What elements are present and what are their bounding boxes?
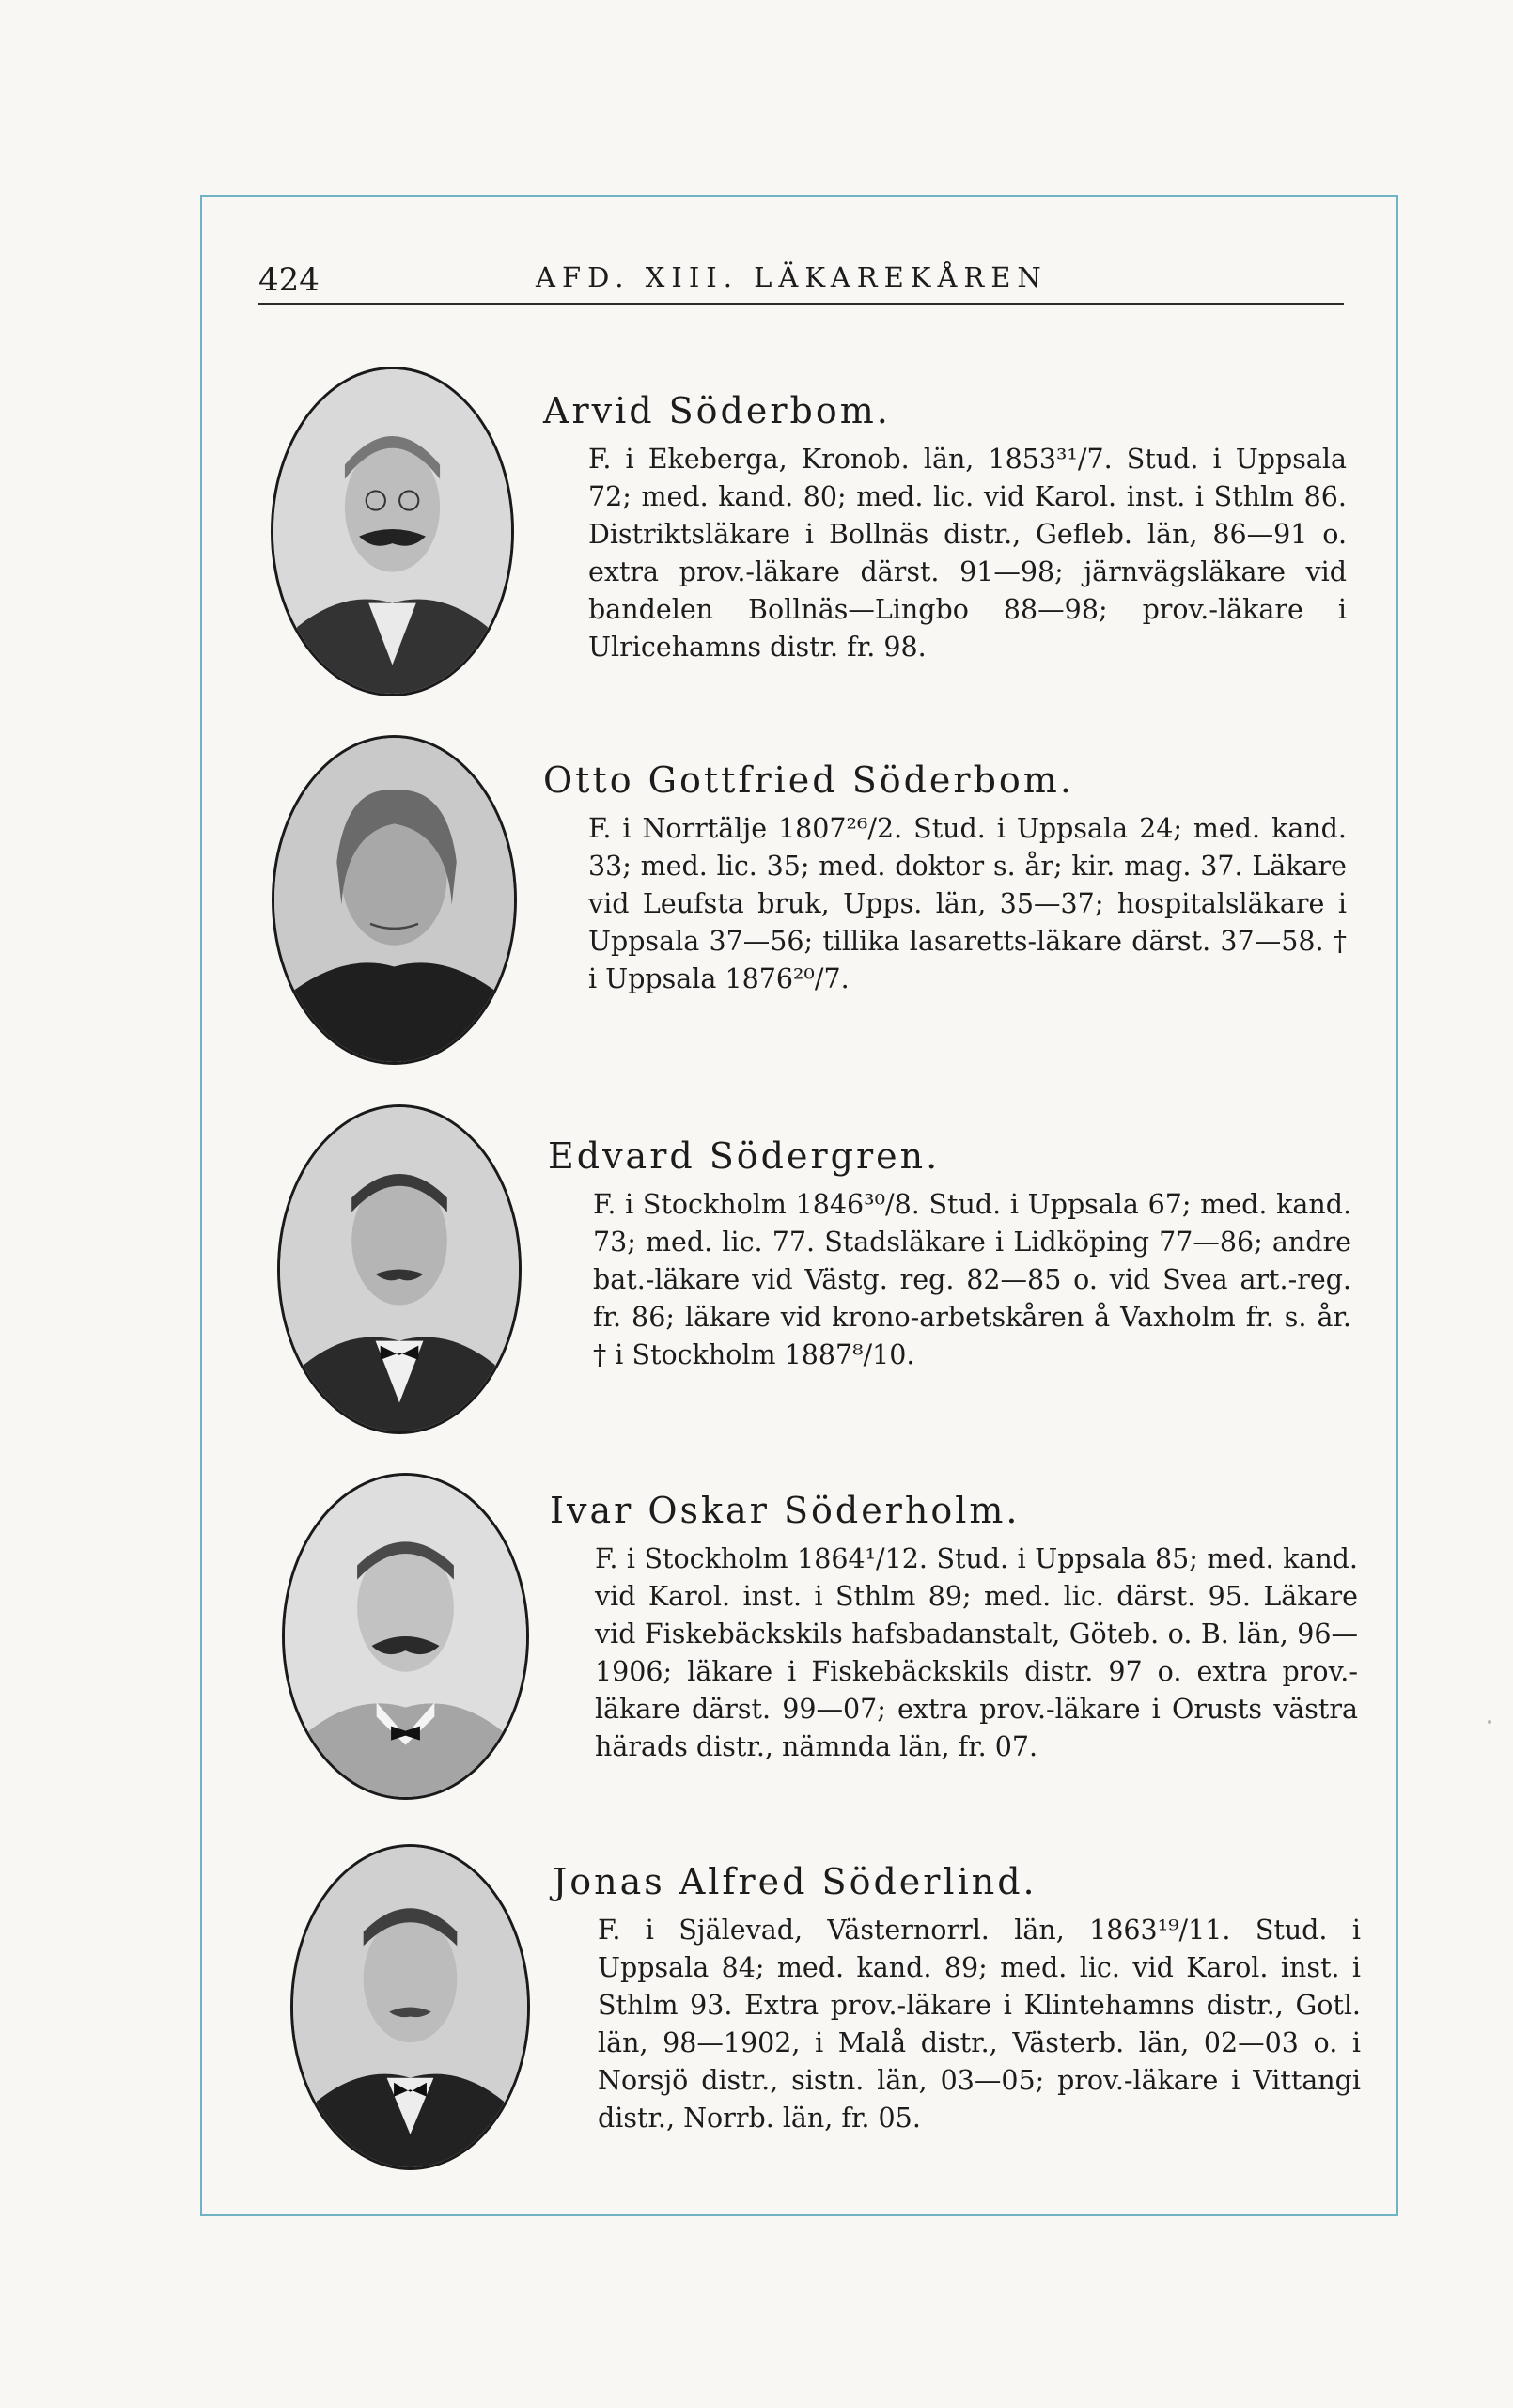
entry-biography: F. i Själevad, Västernorrl. län, 1863¹⁹/11. Stud. i Uppsala 84; med. kand. 89; med. lic. vid Karol. inst. i Sthlm 93. Extra prov.-läkare i Klintehamns distr., Gotl. län, 98—1902, i Malå distr., Västerb. län, 02—03 o. i Norsjö distr., sistn. län, 03—05; prov.-läkare i Vittangi distr., Norrb. län, fr. 05. [598,1915,1361,2134]
entry-name: Ivar Oskar Söderholm. [550,1490,1021,1531]
entry-biography: F. i Norrtälje 1807²⁶/2. Stud. i Uppsala 24; med. kand. 33; med. lic. 35; med. doktor s. år; kir. mag. 37. Läkare vid Leufsta bruk, Upps. län, 35—37; hospitalsläkare i Uppsala 37—56; tillika lasaretts-läkare därst. 37—58. † i Uppsala 1876²⁰/7. [588,813,1347,994]
entry-name: Jonas Alfred Söderlind. [553,1861,1037,1902]
portrait-photo [277,1104,522,1434]
scan-speck [1488,1720,1491,1724]
entry-biography: F. i Stockholm 1846³⁰/8. Stud. i Uppsala 67; med. kand. 73; med. lic. 77. Stadsläkare i Lidköping 77—86; andre bat.-läkare vid Västg. reg. 82—85 o. vid Svea art.-reg. fr. 86; läkare vid krono-arbetskåren å Vaxholm fr. s. år. † i Stockholm 1887⁸/10. [593,1189,1351,1370]
entry-name: Edvard Södergren. [548,1135,941,1177]
entry-name: Arvid Söderbom. [543,390,891,431]
portrait-photo [272,735,517,1065]
portrait-photo [282,1473,529,1800]
page-header [258,246,1344,305]
entry-biography: F. i Stockholm 1864¹/12. Stud. i Uppsala 85; med. kand. vid Karol. inst. i Sthlm 89; med. lic. därst. 95. Läkare vid Fiskebäckskils hafsbadanstalt, Göteb. o. B. län, 96—1906; läkare i Fiskebäckskils distr. 97 o. extra prov.-läkare därst. 99—07; extra prov.-läkare i Orusts västra härads distr., nämnda län, fr. 07. [595,1543,1358,1762]
entry-biography: F. i Ekeberga, Kronob. län, 1853³¹/7. Stud. i Uppsala 72; med. kand. 80; med. lic. vid Karol. inst. i Sthlm 86. Distriktsläkare i Bollnäs distr., Gefleb. län, 86—91 o. extra prov.-läkare därst. 91—98; järnvägsläkare vid bandelen Bollnäs—Lingbo 88—98; prov.-läkare i Ulricehamns distr. fr. 98. [588,444,1347,663]
entry-name: Otto Gottfried Söderbom. [543,759,1074,801]
portrait-photo [271,367,514,696]
running-title: AFD. XIII. LÄKAREKÅREN [536,261,1048,293]
page-number: 424 [258,261,320,299]
portrait-photo [290,1844,530,2170]
